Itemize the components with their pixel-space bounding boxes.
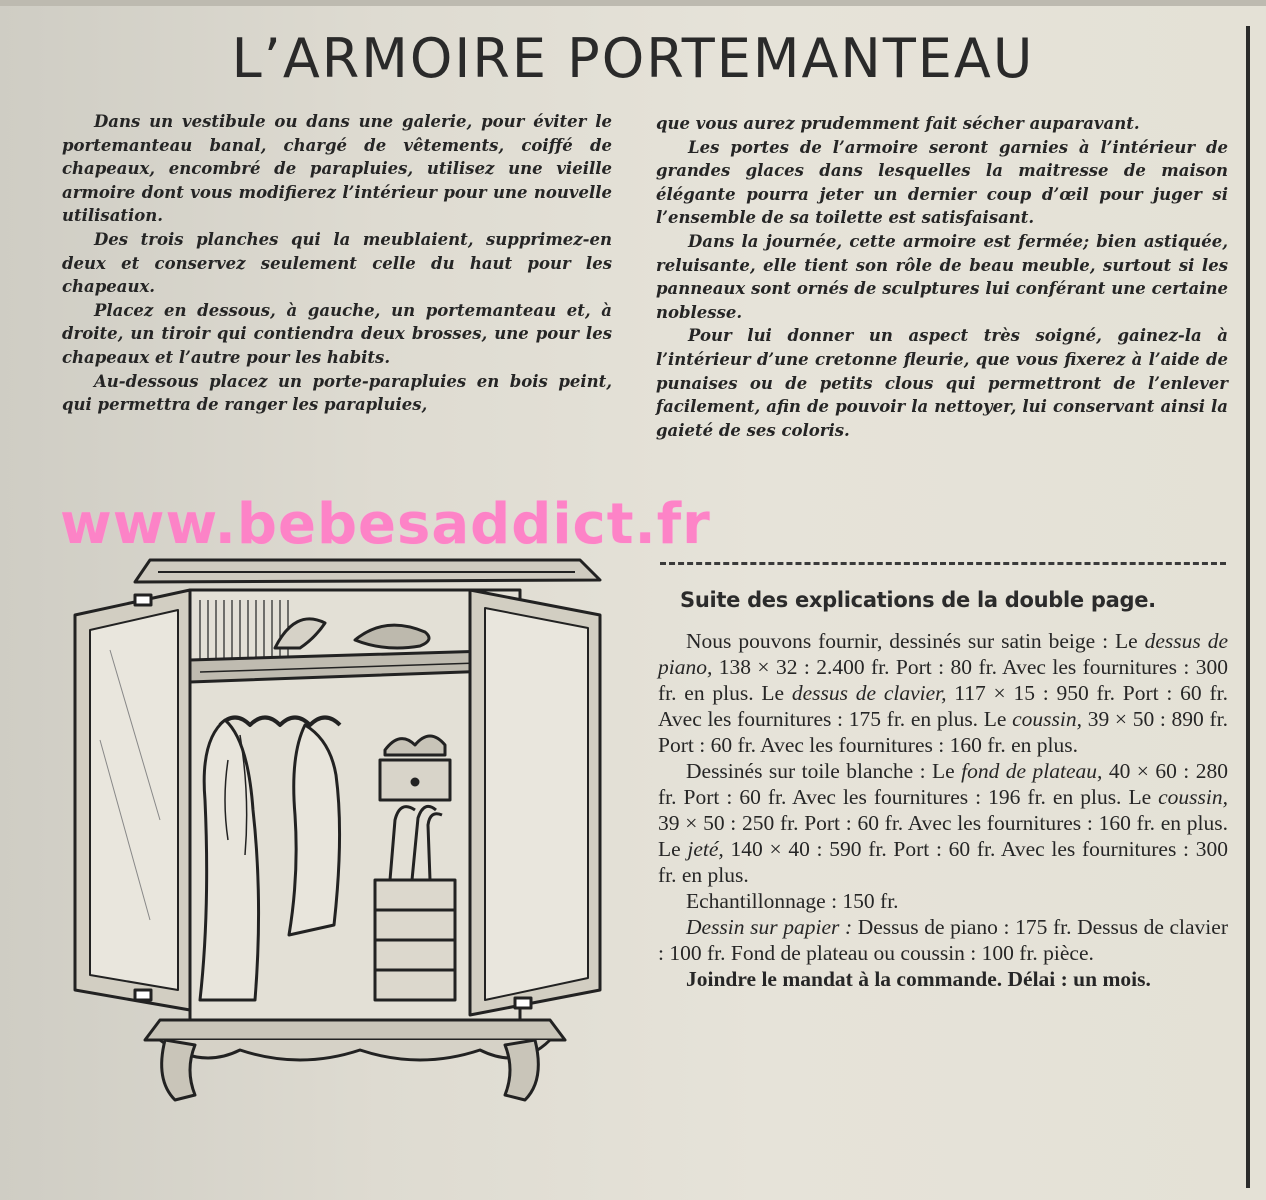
text-run: 39 × 50 : 890 fr. Port : 60 fr. Avec les fournitures : 160 fr. en plus. (658, 707, 1229, 757)
paragraph (658, 914, 1228, 966)
text-run: 117 × 15 : 950 fr. Port : 60 fr. Avec les fournitures : 175 fr. en plus. Le (658, 681, 1228, 731)
text-run: dessus de clavier, (791, 681, 947, 705)
paragraph: Joindre le mandat à la commande. Délai : un mois. (686, 967, 1151, 991)
text-run: jeté, (687, 837, 724, 861)
paragraph (658, 758, 1228, 888)
door-hinge (135, 595, 151, 605)
paragraph: Dans un vestibule ou dans une galerie, pour éviter le portemanteau banal, chargé de vêtements, coiffé de chapeaux, encombré de parapluies, utilisez une vieille armoire dont vous modifierez l’intérieur pour une nouvelle utilisation. (62, 112, 612, 226)
door-hinge (515, 998, 531, 1008)
text-run: Dessus de piano : 175 fr. Dessus de clavier : 100 fr. Fond de plateau ou coussin : 100 fr. pièce. (658, 915, 1228, 965)
coat (289, 725, 340, 935)
left-column (62, 110, 612, 417)
watermark: www.bebesaddict.fr (60, 492, 711, 557)
paragraph: Les portes de l’armoire seront garnies à l’intérieur de grandes glaces dans lesquelles la maitresse de maison élégante pourra jeter un dernier coup d’œil pour juger si l’ensemble de sa toilette est satisfaisant. (656, 137, 1228, 228)
text-run: coussin, (1012, 707, 1082, 731)
text-run: fond de plateau, (961, 759, 1103, 783)
text-run: dessus de piano, (658, 629, 1228, 679)
paragraph: Placez en dessous, à gauche, un portemanteau et, à droite, un tiroir qui contiendra deux brosses, une pour les chapeaux et l’autre pour les habits. (62, 300, 612, 367)
paragraph: Pour lui donner un aspect très soigné, gainez-la à l’intérieur d’une cretonne fleurie, que vous fixerez à l’aide de punaises ou de petits clous qui permettront de l’enlever facilement, afin de pouvoir la nettoyer, lui conservant ainsi la gaieté de ses coloris. (656, 326, 1228, 440)
text-run: 140 × 40 : 590 fr. Port : 60 fr. Avec les fournitures : 300 fr. en plus. (658, 837, 1228, 887)
paragraph (658, 628, 1228, 758)
text-run: 39 × 50 : 250 fr. Port : 60 fr. Avec les fournitures : 160 fr. en plus. Le (658, 811, 1228, 861)
suite-heading: Suite des explications de la double page. (680, 588, 1156, 612)
text-run: 138 × 32 : 2.400 fr. Port : 80 fr. Avec les fournitures : 300 fr. en plus. Le (658, 655, 1228, 705)
top-edge (0, 0, 1266, 6)
text-run: coussin, (1158, 785, 1228, 809)
text-run: Dessinés sur toile blanche : Le (686, 759, 962, 783)
door-hinge (135, 990, 151, 1000)
wardrobe-illustration (40, 520, 640, 1170)
column-rule (1246, 26, 1250, 1188)
text-run: Nous pouvons fournir, dessinés sur satin beige : Le (686, 629, 1145, 653)
paragraph: que vous aurez prudemment fait sécher auparavant. (656, 114, 1140, 133)
paragraph: Des trois planches qui la meublaient, supprimez-en deux et conservez seulement celle du haut pour les chapeaux. (62, 229, 612, 297)
suite-column (658, 628, 1228, 992)
wardrobe-foot (505, 1040, 538, 1100)
text-run: 40 × 60 : 280 fr. Port : 60 fr. Avec les fournitures : 196 fr. en plus. Le (658, 759, 1228, 809)
page-title: L’ARMOIRE PORTEMANTEAU (231, 27, 1035, 90)
left-door-mirror (90, 610, 178, 990)
wardrobe-apron (160, 1040, 550, 1060)
right-column (656, 112, 1228, 442)
text-run: Dessin sur papier : (686, 915, 853, 939)
wardrobe-base (145, 1020, 565, 1040)
right-door-mirror (485, 608, 588, 1000)
dashed-divider (660, 562, 1226, 565)
paragraph: Dans la journée, cette armoire est fermée; bien astiquée, reluisante, elle tient son rôle de beau meuble, surtout si les panneaux sont ornés de sculptures lui conférant une certaine noblesse. (656, 231, 1228, 322)
paragraph: Echantillonnage : 150 fr. (686, 889, 899, 913)
paragraph: Au-dessous placez un porte-parapluies en bois peint, qui permettra de ranger les parapluies, (62, 371, 612, 415)
wardrobe-foot (162, 1040, 195, 1100)
umbrella-stand (375, 880, 455, 1000)
